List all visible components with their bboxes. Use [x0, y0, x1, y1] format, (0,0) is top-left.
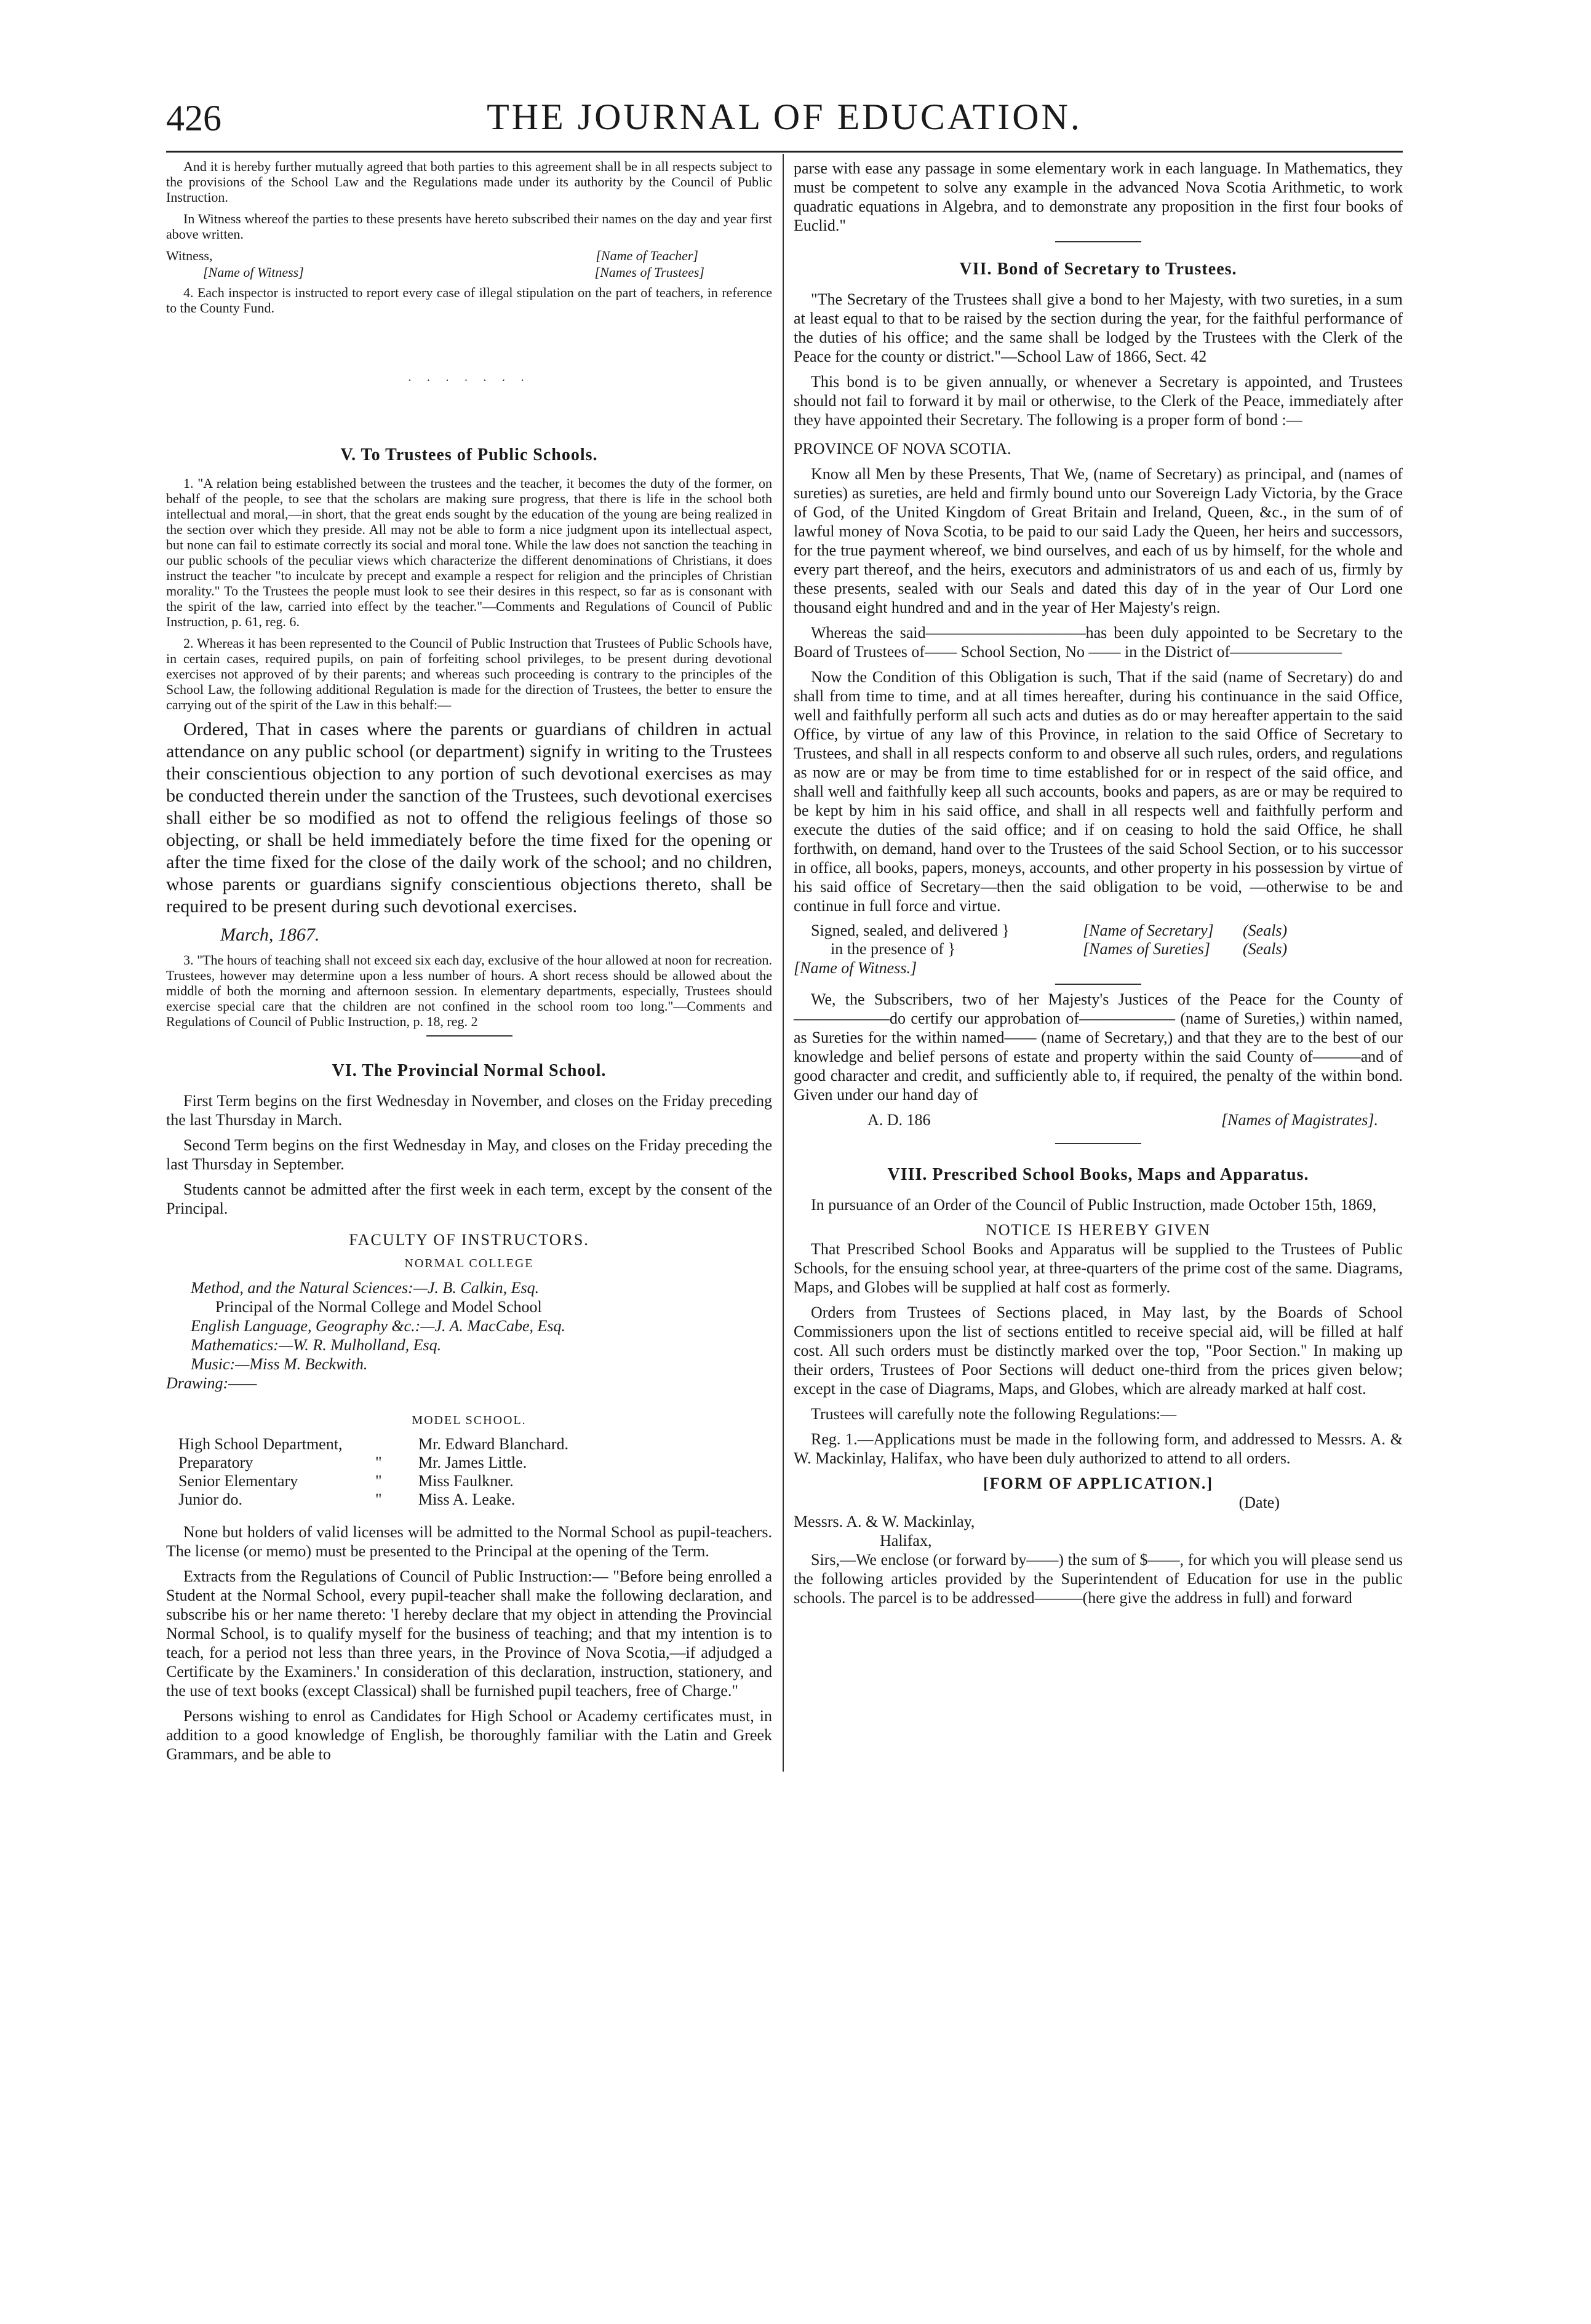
faculty-item: Mathematics:—W. R. Mulholland, Esq.: [191, 1336, 442, 1354]
name-of-teacher: [Name of Teacher]: [596, 248, 698, 263]
section-break-dots: · · · · · · ·: [408, 374, 530, 386]
section-7-para-2: This bond is to be given annually, or whenever a Secretary is appointed, and Trustees should not fail to forward it by mail or otherwise, to the Clerk of the Peace, immediately after they have appointed their Secretary. The following is a proper form of bond :—: [794, 373, 1403, 429]
page-number: 426: [166, 98, 221, 138]
faculty-item: Principal of the Normal College and Model School: [215, 1298, 542, 1316]
students-note: Students cannot be admitted after the first week in each term, except by the consent of the Principal.: [166, 1180, 772, 1217]
faculty-item: Drawing:——: [166, 1374, 257, 1392]
faculty-item: Method, and the Natural Sciences:—J. B. Calkin, Esq.: [191, 1279, 540, 1297]
faculty-list: [166, 1278, 772, 1393]
section-7-quote: "The Secretary of the Trustees shall give a bond to her Majesty, with two sureties, in a sum at least equal to that to be raised by the section during the year, for the faithful performance of the duties of his office; and the same shall be lodged by the Trustees with the Clerk of the Peace for the county or district."—School Law of 1866, Sect. 42: [794, 290, 1403, 365]
dept-cell: Senior Elementary: [178, 1472, 298, 1490]
ditto-cell: ": [375, 1472, 382, 1490]
teacher-cell: Mr. Edward Blanchard.: [418, 1435, 569, 1453]
province-heading: PROVINCE OF NOVA SCOTIA.: [794, 440, 1011, 458]
condition-paragraph: Now the Condition of this Obligation is such, That if the said (name of Secretary) do and shall from time to time, and at all times hereafter, during his continuance in the said Office, well and faithfully perform all such acts and duties as do or may hereafter appertain to the said Office, by virtue of any law of this Province, in relation to the said Office of Secretary to Trustees, and shall in all respects conform to and observe all such rules, orders, and regulations as now are or may be from time to time established for or in respect of the said office, and shall well and faithfully keep all such accounts, books and papers, as are or may be required to be kept by him in his said office, and shall in all respects well and faithfully perform and execute the duties of the said office; and if on ceasing to hold the said Office, he shall forthwith, on demand, hand over to the Trustees of the said School Section, or to his successor in office, all books, papers, moneys, accounts, and other property in his possession by virtue of his said office of Secretary—then the said obligation to be void, —otherwise to be and continue in full force and virtue.: [794, 668, 1403, 915]
witness-names-line: [166, 265, 772, 280]
ditto-cell: [375, 1435, 418, 1454]
none-but-paragraph: None but holders of valid licenses will be admitted to the Normal School as pupil-teachers. The license (or memo) must be presented to the Principal at the opening of the Term.: [166, 1523, 772, 1560]
ordered-paragraph: Ordered, That in cases where the parents or guardians of children in actual attendance on any public school (or department) signify in writing to the Trustees their conscientious objection to any portion of such devotional exercises as may be conducted therein under the sanction of the Trustees, such devotional exercises shall either be so modified as not to offend the religious feelings of those so objecting, or shall be held immediately before the time fixed for the opening or after the time fixed for the close of the daily work of the school; and no children, whose parents or guardians signify conscientious objections thereto, shall be required to be present during such devotional exercises.: [166, 719, 772, 917]
form-heading: [FORM OF APPLICATION.]: [983, 1474, 1214, 1492]
model-school-heading: MODEL SCHOOL.: [412, 1414, 527, 1427]
agreement-paragraph: And it is hereby further mutually agreed that both parties to this agreement shall be in all respects subject to the provisions of the School Law and the Regulations made under its authority by the Council of Public Instruction.: [166, 159, 772, 205]
dept-cell: High School Department,: [178, 1435, 343, 1453]
whereas-paragraph: Whereas the said——————————has been duly appointed to be Secretary to the Board of Trustees of—— School Section, No —— in the District of———————: [794, 624, 1403, 661]
model-school-table: [178, 1435, 772, 1509]
names-of-magistrates: [Names of Magistrates].: [1221, 1111, 1378, 1129]
witness-label: Witness,: [166, 248, 213, 263]
persons-paragraph: Persons wishing to enrol as Candidates for High School or Academy certificates must, in addition to a good knowledge of English, be thoroughly familiar with the Latin and Greek Grammars, and be able to: [166, 1707, 772, 1763]
section-5-para-2: 2. Whereas it has been represented to the Council of Public Instruction that Trustees of Public Schools have, in certain cases, required pupils, on pain of forfeiting school privileges, to be present during devotional exercises not approved of by their parents; and whereas such proceeding is contrary to the principles of the School Law, the following additional Regulation is made for the direction of Trustees, the better to ensure the carrying out of the spirit of the Law in this behalf:—: [166, 635, 772, 712]
date-label: (Date): [1238, 1494, 1280, 1511]
know-all-paragraph: Know all Men by these Presents, That We, (name of Secretary) as principal, and (names of sureties) as sureties, are held and firmly bound unto our Sovereign Lady Victoria, by the Grace of God, of the United Kingdom of Great Britain and Ireland, Queen, &c., in the sum of of lawful money of Nova Scotia, to be paid to our said Lady the Queen, her heirs and successors, for the true payment whereof, we bind ourselves, and each of us by himself, for the whole and every part thereof, and the heirs, executors and administrators of us and each of us, firmly by these presents, sealed with our Seals and dated this day of in the year of Our Lord one thousand eight hundred and and in the year of Her Majesty's reign.: [794, 465, 1403, 616]
seals-label: (Seals): [1243, 940, 1288, 958]
witness-paragraph: In Witness whereof the parties to these presents have hereto subscribed their names on the day and year first above written.: [166, 211, 772, 242]
seal-sureties: [Names of Sureties]: [1083, 940, 1211, 958]
section-7-title: VII. Bond of Secretary to Trustees.: [959, 260, 1237, 279]
normal-college-heading: NORMAL COLLEGE: [404, 1257, 534, 1270]
section-5-para-1: 1. "A relation being established between the trustees and the teacher, it becomes the duty of the former, on behalf of the people, to see that the scholars are making sure progress, that there is life in the school both intellectual and moral,—in short, that the great ends sought by the education of the young are being realized in the section over which they preside. All may not be able to form a nice judgment upon its intellectual aspect, but none can fail to estimate correctly its social and moral tone. While the law does not sanction the teaching in our public schools of the peculiar views which characterize the different denominations of Christians, it does instruct the teacher "to inculcate by precept and example a respect for religion and the principles of Christian morality." To the Trustees the people must look to see their desires in this respect, so far as is consonant with the spirit of the law, carried into effect by the teacher."—Comments and Regulations of Council of Public Instruction, p. 61, reg. 6.: [166, 476, 772, 629]
teacher-cell: Miss Faulkner.: [418, 1472, 514, 1490]
right-column: [794, 159, 1403, 1614]
section-5-title: V. To Trustees of Public Schools.: [340, 445, 598, 464]
section-8-title: VIII. Prescribed School Books, Maps and Apparatus.: [887, 1165, 1309, 1184]
section-rule: [1055, 984, 1141, 985]
sirs-paragraph: Sirs,—We enclose (or forward by——) the sum of $——, for which you will please send us the following articles provided by the Superintendent of Education for use in the public schools. The parcel is to be addressed———(here give the address in full) and forward: [794, 1551, 1403, 1607]
orders-paragraph: Orders from Trustees of Sections placed, in May last, by the Boards of School Commissioners upon the list of sections entitled to receive special aid, will be filled at half cost. All such orders must be distinctly marked over the top, "Poor Section." In making up their orders, Trustees of Poor Sections will deduct one-third from the prices given below; except in the case of Diagrams, Maps, and Globes, which are already marked at half cost.: [794, 1303, 1403, 1398]
faculty-item: Music:—Miss M. Beckwith.: [191, 1355, 368, 1373]
inspector-note: 4. Each inspector is instructed to report every case of illegal stipulation on the part of teachers, in reference to the County Fund.: [166, 285, 772, 316]
prescribed-paragraph: That Prescribed School Books and Apparatus will be supplied to the Trustees of Public Schools, for the ensuing school year, at three-quarters of the prime cost of the same. Diagrams, Maps, and Globes will be supplied at half cost as formerly.: [794, 1240, 1403, 1296]
continued-paragraph: parse with ease any passage in some elementary work in each language. In Mathematics, they must be competent to solve any example in the advanced Nova Scotia Arithmetic, to work quadratic equations in Algebra, and to demonstrate any proposition in the first four books of Euclid.": [794, 159, 1403, 234]
names-of-trustees: [Names of Trustees]: [594, 265, 704, 280]
ordered-date: March, 1867.: [220, 925, 320, 945]
header-rule: [166, 151, 1403, 153]
seals-label: (Seals): [1243, 921, 1288, 939]
left-column: [166, 159, 772, 1770]
extracts-paragraph: Extracts from the Regulations of Council of Public Instruction:— "Before being enrolled a Student at the Normal School, every pupil-teacher shall make the following declaration, and subscribe his or her name thereto: 'I hereby declare that my object in attending the Provincial Normal School, is to qualify myself for the business of teaching; and that my intention is to teach, for a period not less than three years, in the Province of Nova Scotia,—if adjudged a Certificate by the Examiners.' In consideration of this declaration, instruction, stationery, and the use of text books (except Classical) shall be furnished pupil teachers, free of Charge.": [166, 1567, 772, 1700]
ditto-cell: ": [375, 1454, 382, 1471]
signed-sealed-block: [794, 921, 1403, 958]
first-term: First Term begins on the first Wednesday in November, and closes on the Friday preceding the last Thursday in March.: [166, 1092, 772, 1129]
column-divider: [783, 154, 784, 1772]
pursuance-paragraph: In pursuance of an Order of the Council of Public Instruction, made October 15th, 1869,: [811, 1196, 1377, 1214]
teacher-cell: Miss A. Leake.: [418, 1490, 516, 1508]
regulation-1: Reg. 1.—Applications must be made in the following form, and addressed to Messrs. A. & W. Mackinlay, Halifax, who have been duly authorized to attend to all orders.: [794, 1430, 1403, 1467]
justices-paragraph: We, the Subscribers, two of her Majesty's Justices of the Peace for the County of——————do certify our approbation of—————— (name of Sureties,) within named, as Sureties for the within named—— (name of Secretary,) and that they are to the best of our knowledge and belief persons of estate and property within the said County of———and of good character and credit, and sufficiently able to, if required, the penalty of the within bond. Given under our hand day of: [794, 990, 1403, 1104]
faculty-title: FACULTY OF INSTRUCTORS.: [349, 1231, 589, 1249]
running-title: THE JOURNAL OF EDUCATION.: [487, 97, 1082, 137]
section-rule: [1055, 241, 1141, 242]
second-term: Second Term begins on the first Wednesday in May, and closes on the Friday preceding the last Thursday in September.: [166, 1136, 772, 1173]
ditto-cell: ": [375, 1490, 382, 1508]
signed-line-1: Signed, sealed, and delivered }: [811, 921, 1010, 939]
addressee-name: Messrs. A. & W. Mackinlay,: [794, 1513, 975, 1530]
section-5-para-3: 3. "The hours of teaching shall not exceed six each day, exclusive of the hour allowed at noon for recreation. Trustees, however may determine upon a less number of hours. A short recess should be allowed about the middle of both the morning and afternoon session. In elementary departments, especially, Trustees should exercise special care that the children are not confined in the school room too long."—Comments and Regulations of Council of Public Instruction, p. 18, reg. 2: [166, 952, 772, 1029]
faculty-item: English Language, Geography &c.:—J. A. MacCabe, Esq.: [191, 1317, 565, 1335]
dated-line: [794, 1110, 1403, 1129]
section-rule: [426, 1035, 512, 1037]
signed-line-2: in the presence of }: [831, 940, 956, 958]
name-of-witness: [Name of Witness]: [203, 265, 304, 280]
regulations-intro: Trustees will carefully note the following Regulations:—: [811, 1405, 1177, 1423]
dept-cell: Junior do.: [178, 1490, 242, 1508]
seal-secretary: [Name of Secretary]: [1083, 921, 1214, 939]
witness-line: [166, 248, 772, 263]
notice-heading: NOTICE IS HEREBY GIVEN: [986, 1221, 1211, 1239]
addressee-city: Halifax,: [880, 1532, 932, 1550]
teacher-cell: Mr. James Little.: [418, 1454, 527, 1471]
section-6-title: VI. The Provincial Normal School.: [332, 1061, 607, 1080]
section-rule: [1055, 1143, 1141, 1144]
anno-domini: A. D. 186: [867, 1111, 931, 1129]
name-of-witness-bond: [Name of Witness.]: [794, 959, 917, 977]
dept-cell: Preparatory: [178, 1454, 253, 1471]
page-header: [166, 92, 1403, 148]
